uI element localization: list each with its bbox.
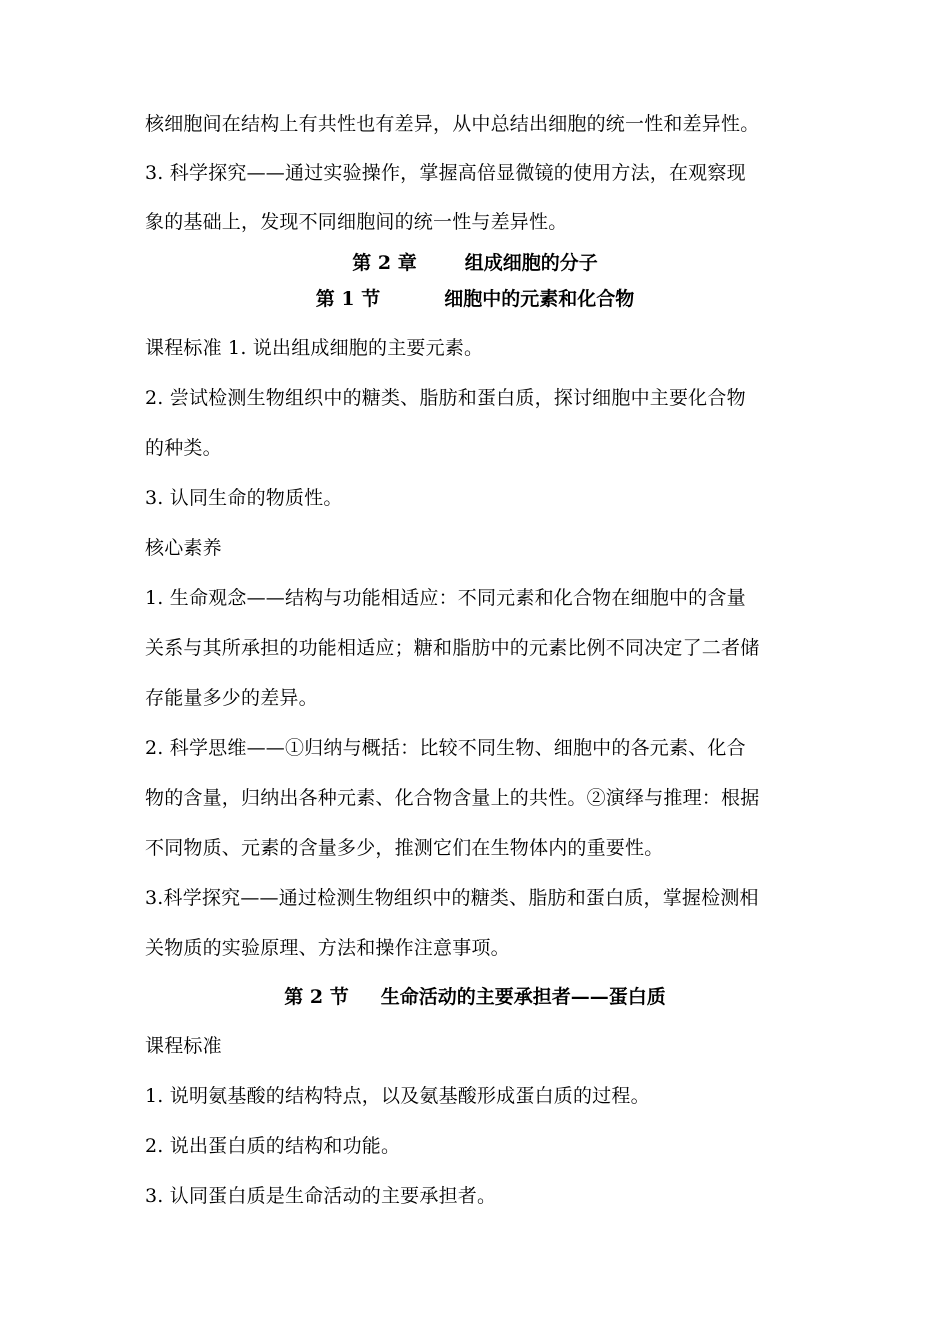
text-line: 2. 说出蛋白质的结构和功能。: [145, 1135, 401, 1157]
text-line: 不同物质、元素的含量多少，推测它们在生物体内的重要性。: [145, 837, 664, 859]
text-line: 3.科学探究——通过检测生物组织中的糖类、脂肪和蛋白质，掌握检测相: [145, 887, 759, 909]
section-title: 细胞中的元素和化合物: [444, 288, 635, 310]
text-line: 关系与其所承担的功能相适应；糖和脂肪中的元素比例不同决定了二者储: [145, 637, 760, 659]
section-title: 生命活动的主要承担者——蛋白质: [380, 986, 666, 1008]
text-line: 课程标准: [145, 1035, 222, 1057]
text-line: 3. 认同生命的物质性。: [145, 487, 343, 509]
text-line: 关物质的实验原理、方法和操作注意事项。: [145, 937, 510, 959]
text-line: 1. 说明氨基酸的结构特点，以及氨基酸形成蛋白质的过程。: [145, 1085, 650, 1107]
section-heading: [0, 287, 950, 311]
chapter-title: 组成细胞的分子: [464, 252, 598, 274]
chapter-number: 第 2 章: [352, 252, 417, 274]
text-line: 课程标准 1. 说出组成细胞的主要元素。: [145, 337, 484, 359]
section-number: 第 1 节: [315, 288, 381, 310]
text-line: 象的基础上，发现不同细胞间的统一性与差异性。: [145, 211, 568, 233]
text-line: 2. 科学思维——①归纳与概括：比较不同生物、细胞中的各元素、化合: [145, 737, 746, 759]
text-line: 1. 生命观念——结构与功能相适应：不同元素和化合物在细胞中的含量: [145, 587, 746, 609]
text-line: 3. 认同蛋白质是生命活动的主要承担者。: [145, 1185, 497, 1207]
text-line: 的种类。: [145, 437, 222, 459]
text-line: 3. 科学探究——通过实验操作，掌握高倍显微镜的使用方法，在观察现: [145, 162, 746, 184]
text-line: 核细胞间在结构上有共性也有差异，从中总结出细胞的统一性和差异性。: [145, 113, 760, 135]
text-line: 存能量多少的差异。: [145, 687, 318, 709]
text-line: 物的含量，归纳出各种元素、化合物含量上的共性。②演绎与推理：根据: [145, 787, 760, 809]
text-line: 核心素养: [145, 537, 222, 559]
chapter-heading: [0, 251, 950, 275]
text-line: 2. 尝试检测生物组织中的糖类、脂肪和蛋白质，探讨细胞中主要化合物: [145, 387, 746, 409]
section-number: 第 2 节: [284, 986, 349, 1008]
section-heading: [0, 985, 950, 1009]
